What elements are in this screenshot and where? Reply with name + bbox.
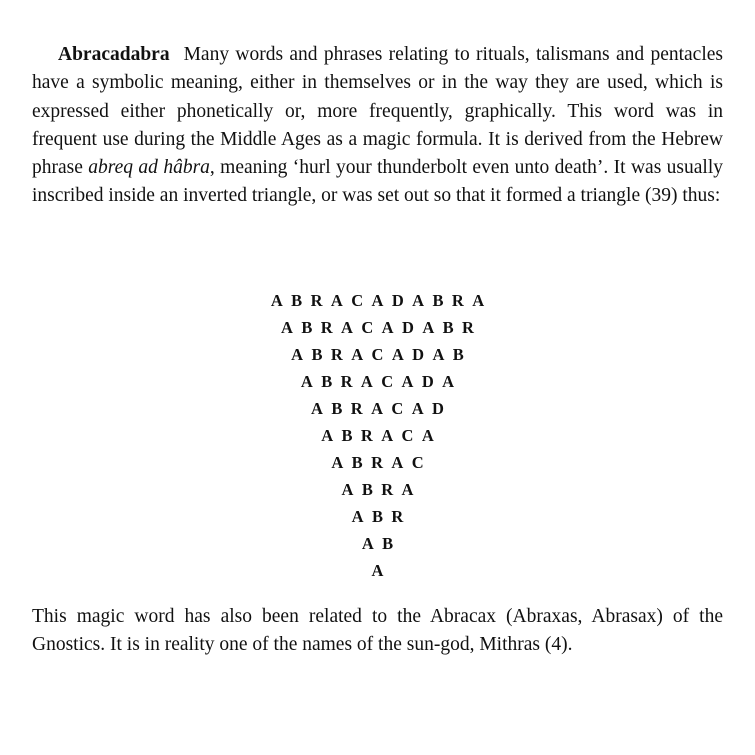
entry-headword: Abracadabra (58, 44, 170, 65)
triangle-row: ABRACAD (311, 399, 453, 418)
entry-paragraph (32, 41, 723, 211)
triangle-row: A (371, 561, 392, 580)
entry-text-part-1: Many words and phrases relating to rituals, talismans and pentacles have a symbolic meaning, either in themselves or in the way they are used, which is expressed either phonetically or, more frequently, graphically. This word was in frequent use during the Middle Ages as a magic formula. It is derived from the Hebrew phrase (32, 44, 723, 179)
dictionary-page (32, 41, 723, 656)
triangle-row: ABRACADAB (291, 345, 473, 364)
triangle-row: ABRACADA (300, 372, 463, 391)
triangle-row: ABRACADABR (281, 318, 483, 337)
triangle-row: ABR (351, 507, 412, 526)
triangle-row: AB (361, 534, 402, 553)
triangle-row: ABRAC (331, 453, 433, 472)
triangle-row: ABRA (341, 480, 422, 499)
triangle-row: ABRACA (321, 426, 443, 445)
entry-text-part-2: , meaning ‘hurl your thunderbolt even unto death’. It was usually inscribed inside an inverted triangle, or was set out so that it formed a triangle (39) thus: (32, 157, 723, 207)
hebrew-phrase: abreq ad hâbra (88, 157, 210, 179)
abracadabra-triangle (32, 291, 723, 588)
triangle-row: ABRACADABRA (270, 291, 493, 310)
closing-paragraph: This magic word has also been related to the Abracax (Abraxas, Abrasax) of the Gnostics. It is in reality one of the names of the sun-god, Mithras (4). (32, 606, 723, 656)
